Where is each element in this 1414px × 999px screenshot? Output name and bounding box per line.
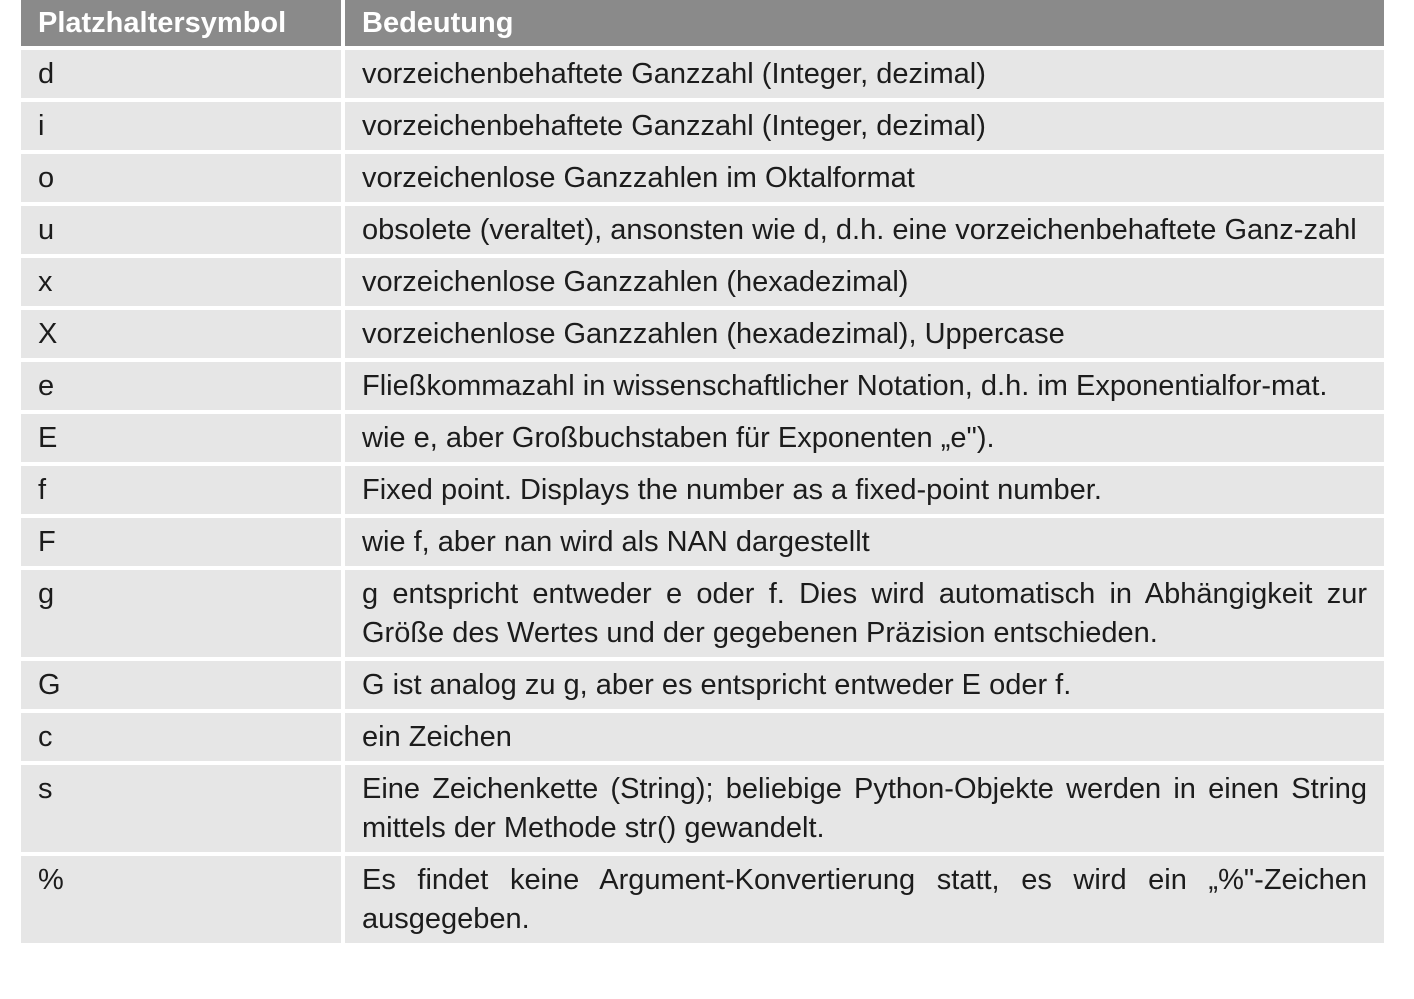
cell-symbol: g <box>21 570 345 661</box>
table-row <box>21 362 1384 414</box>
table-row <box>21 856 1384 947</box>
cell-meaning: Fixed point. Displays the number as a fixed-point number. <box>345 466 1384 518</box>
cell-symbol: d <box>21 50 345 102</box>
cell-meaning: ein Zeichen <box>345 713 1384 765</box>
cell-meaning: g entspricht entweder e oder f. Dies wird automatisch in Abhängigkeit zur Größe des Wertes und der gegebenen Präzision entschieden. <box>345 570 1384 661</box>
cell-symbol: X <box>21 310 345 362</box>
cell-meaning: Fließkommazahl in wissenschaftlicher Notation, d.h. im Exponentialfor-mat. <box>345 362 1384 414</box>
cell-symbol: e <box>21 362 345 414</box>
table-row <box>21 102 1384 154</box>
cell-symbol: x <box>21 258 345 310</box>
cell-symbol: E <box>21 414 345 466</box>
table-row <box>21 765 1384 856</box>
header-symbol: Platzhaltersymbol <box>21 0 345 50</box>
table-row <box>21 258 1384 310</box>
cell-symbol: s <box>21 765 345 856</box>
cell-meaning: vorzeichenlose Ganzzahlen (hexadezimal) <box>345 258 1384 310</box>
cell-symbol: % <box>21 856 345 947</box>
cell-meaning: vorzeichenbehaftete Ganzzahl (Integer, dezimal) <box>345 50 1384 102</box>
cell-meaning: vorzeichenlose Ganzzahlen (hexadezimal), Uppercase <box>345 310 1384 362</box>
cell-symbol: c <box>21 713 345 765</box>
cell-symbol: f <box>21 466 345 518</box>
table-row <box>21 50 1384 102</box>
cell-symbol: i <box>21 102 345 154</box>
header-meaning: Bedeutung <box>345 0 1384 50</box>
table-header-row <box>21 0 1384 50</box>
table-row <box>21 661 1384 713</box>
cell-symbol: o <box>21 154 345 206</box>
cell-symbol: u <box>21 206 345 258</box>
cell-meaning: obsolete (veraltet), ansonsten wie d, d.h. eine vorzeichenbehaftete Ganz-zahl <box>345 206 1384 258</box>
table-row <box>21 206 1384 258</box>
cell-meaning: wie f, aber nan wird als NAN dargestellt <box>345 518 1384 570</box>
cell-symbol: F <box>21 518 345 570</box>
table-row <box>21 713 1384 765</box>
table-row <box>21 518 1384 570</box>
table-row <box>21 570 1384 661</box>
cell-meaning: Eine Zeichenkette (String); beliebige Python-Objekte werden in einen String mittels der Methode str() gewandelt. <box>345 765 1384 856</box>
cell-meaning: Es findet keine Argument-Konvertierung statt, es wird ein „%"-Zeichen ausgegeben. <box>345 856 1384 947</box>
table-row <box>21 310 1384 362</box>
table-row <box>21 154 1384 206</box>
cell-meaning: vorzeichenbehaftete Ganzzahl (Integer, dezimal) <box>345 102 1384 154</box>
table-row <box>21 466 1384 518</box>
table-row <box>21 414 1384 466</box>
cell-symbol: G <box>21 661 345 713</box>
cell-meaning: vorzeichenlose Ganzzahlen im Oktalformat <box>345 154 1384 206</box>
cell-meaning: wie e, aber Großbuchstaben für Exponenten „e"). <box>345 414 1384 466</box>
cell-meaning: G ist analog zu g, aber es entspricht entweder E oder f. <box>345 661 1384 713</box>
format-placeholder-table <box>21 0 1384 947</box>
